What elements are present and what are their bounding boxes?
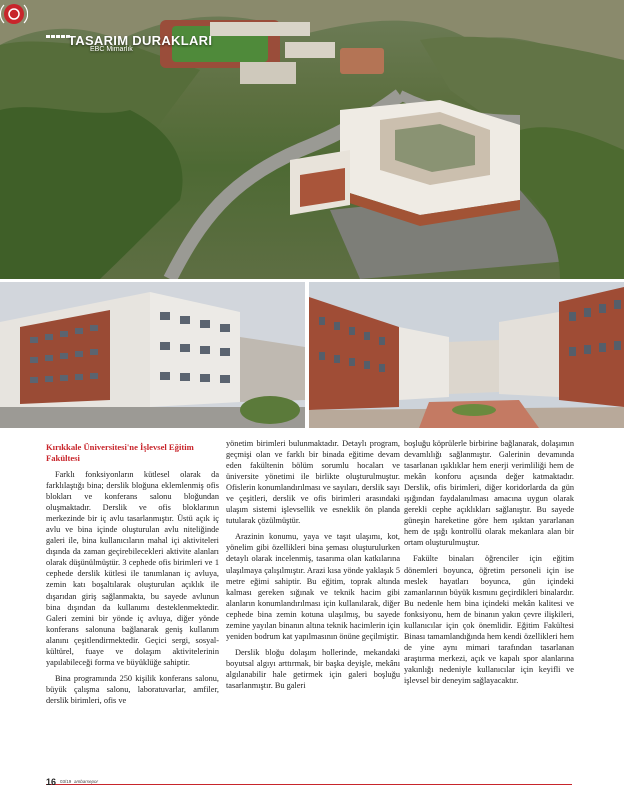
issue-number: 03/19 bbox=[60, 779, 72, 784]
paragraph: boşluğu köprülerle birbirine bağlanarak, dolaşımın devamlılığı sağlanmıştır. Galerinin devamında tasarlanan ışıklıklar hem enerji verimliliği hem de mekân konforu açısında değer katmaktadır. Derslik, ofis birimleri, diğer koridorlarda da gün ışığından faydalanılması amacına uygun olarak gerekli cephe açıklıkları sağlanıştır. Bu sayede güneşin hareketine göre hem ışıktan yararlanan hem de ışığı kontrollü olarak mekanlara alan bir ortam oluşturulmuştur. bbox=[404, 439, 574, 548]
footer-rule bbox=[46, 784, 572, 785]
article-heading: Kırıkkale Üniversitesi'ne İşlevsel Eğitim Fakültesi bbox=[46, 442, 194, 463]
building-illustration-left bbox=[0, 282, 305, 428]
paragraph: yönetim birimleri bulunmaktadır. Detaylı program, geçmişi olan ve farklı bir binada eğitime devam eden fakültenin bölüm sorumlu hocaları ve üniversite yönetimi ile birlikte oluşturulmuştur. Ofislerin konumlandırılması ve sayıları, derslik sayı ve çeşitleri, derslik ve ofis birimleri arasındaki ulaşım sistemi işlevsellik ve esneklik ön planda tutularak çözülmüştür. bbox=[226, 439, 400, 526]
paragraph: Fakülte binaları öğrenciler için eğitim dönemleri boyunca, öğretim personeli için ise meslek hayatları boyunca, gün içindeki zamanlarının büyük kısmını geçirdikleri binalardır. Bu nedenle hem bina içindeki mekân kalitesi ve fonksiyonu, hem de binanın yakın çevre ilişkileri, kullanıcılar için çok önemlidir. Eğitim Fakültesi Binası tamamlandığında hem kendi özellikleri hem de yine aynı mimari tarafından tasarlanan araştırma merkezi, açık ve kapalı spor alanlarına yakınlığı nedeniyle kullanıcılar için keyifli ve işlevsel bir deneyim sağlayacaktır. bbox=[404, 554, 574, 685]
hero-aerial-rendering bbox=[0, 0, 624, 279]
series-subtitle: EBC Mimarlık bbox=[90, 46, 133, 53]
text-column-3 bbox=[404, 438, 574, 686]
text-column-2 bbox=[226, 438, 400, 691]
series-title: TASARIM DURAKLARI bbox=[68, 33, 213, 48]
page-number: 16 bbox=[46, 777, 57, 787]
text-column-1 bbox=[46, 438, 219, 706]
paragraph: Arazinin konumu, yaya ve taşıt ulaşımı, kot, yönelim gibi özellikleri bina şeması oluşturulurken detaylı olarak incelenmiş, tasarıma olan katkılarına ulaşılmaya çalışılmıştır. Arazi kısa yönde yaklaşık 5 metre eğimi sahiptir. Bu eğitim, toprak altında kalması gereken sığınak ve teknik hacim gibi alanların konumlandırılması için kullanılarak, diğer cephede bina zemin kotuna ulaşılmış, bu sayede zemine yayılan binanın altına teknik hacimlerin için yeniden bodrum kat yapılmasının önüne geçilmiştir. bbox=[226, 532, 400, 641]
paragraph: Derslik bloğu dolaşım hollerinde, mekandaki boyutsal algıyı arttırmak, bir başka deyişle, mekânı algılanabilir hale getirmek için galeri boşluğu tasarlanmıştır. Bu galeri bbox=[226, 647, 400, 690]
paragraph: Bina programında 250 kişilik konferans salonu, büyük çalışma salonu, laboratuvarlar, amfiler, derslik birimleri, ofis ve bbox=[46, 673, 219, 705]
building-photo-right bbox=[309, 282, 624, 428]
sound-wave-logo-icon bbox=[0, 0, 28, 28]
paragraph: Farklı fonksiyonların kütlesel olarak da farklılaştığı bina; derslik bloğuna eklemlenmiş ofis blokları ve konferans salonu bloğundan oluşmaktadır. Derslik ve ofis bloklarının merkezinde bir iç avlu tasarlanmıştır. Üstü açık iç avlu ve bina içinde oluşturulan avlu niteliğinde galeri ile, bina kullanıcıların mahal içi aktiviteleri dışında da zaman geçirebilecekleri aktivite alanları olarak düşünülmüştür. 3 cephede ofis birimleri ve 1 cephede derslik kütlesi ile tanımlanan iç avluya, zemin katı boşaltılarak oluşturulan açıklık ile dışarıdan giriş sağlanmakta, bu sayede avlunun bina dışından da kullanımı desteklenmektedir. Galeri zemini bir yönde iç avluya, diğer yönde konferans salonuna bağlanarak geniş kullanım alanını çeşitlendirmektedir. Geçici sergi, sosyal-kültürel, fuaye ve dolaşım aktivitelerinin yapılabileceği forma ve büyüklüğe sahiptir. bbox=[46, 470, 219, 667]
publication-name: ambarsepor bbox=[74, 779, 99, 784]
building-photo-left bbox=[0, 282, 305, 428]
building-illustration-right bbox=[309, 282, 624, 428]
